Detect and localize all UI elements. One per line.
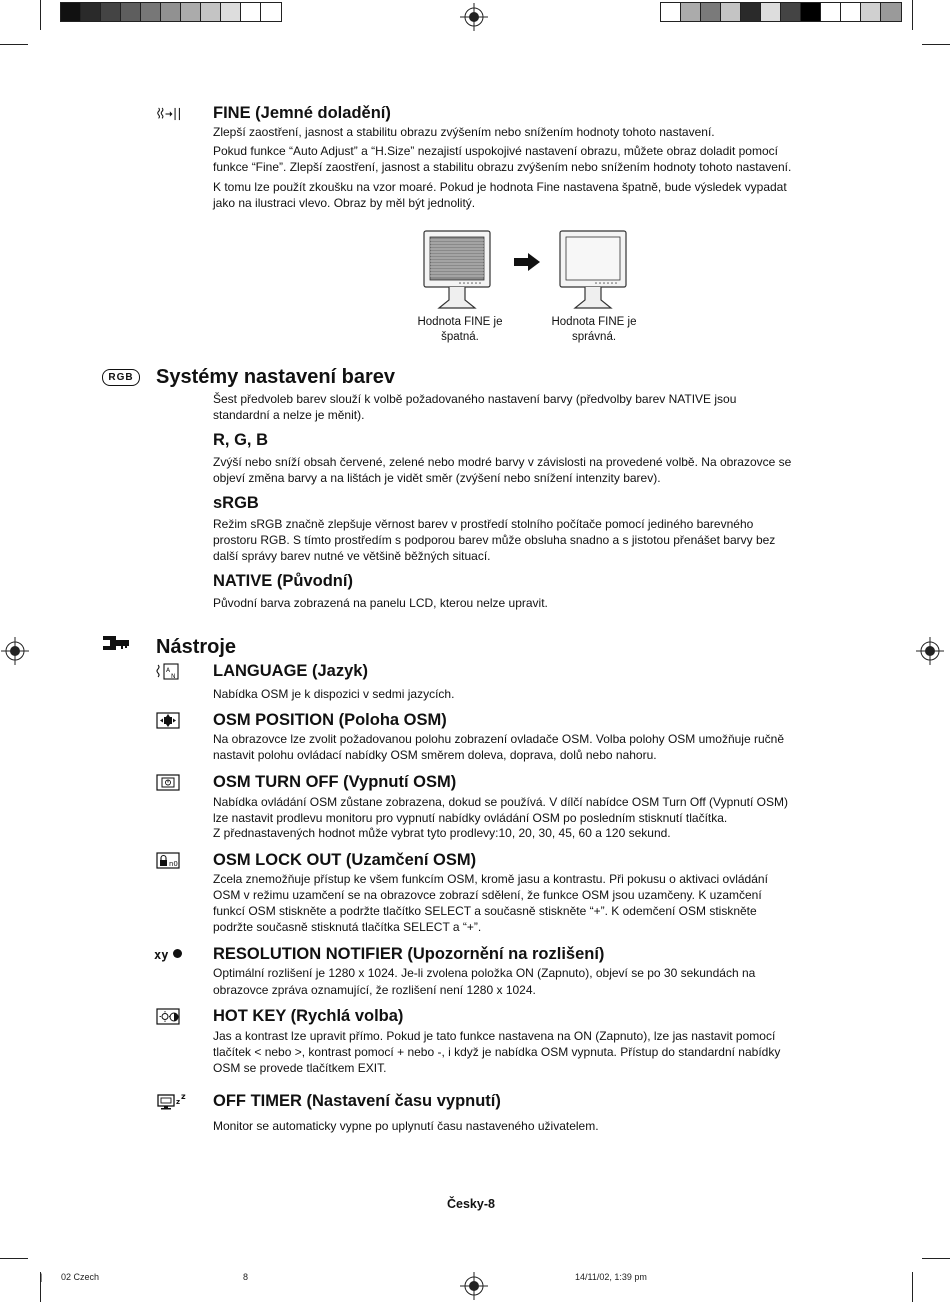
caption-fine-bad-line-2: špatná. [441, 331, 479, 343]
swatch-cell [161, 3, 181, 21]
grayscale-swatch-left [60, 2, 282, 22]
slug-divider: | [40, 1272, 43, 1282]
color-systems-intro-line-1: Šest předvoleb barev slouží k volbě požadovaného nastavení barvy (předvolby barev NATIVE jsou [213, 392, 737, 406]
off-timer-text-line-1: Monitor se automaticky vypne po uplynutí času nastaveného uživatelem. [213, 1119, 599, 1133]
resolution-notifier-icon [154, 946, 184, 964]
osm-turn-off-text-line-3: Z přednastavených hodnot může vybrat tyto prodlevy:10, 20, 30, 45, 60 a 120 sekund. [213, 826, 671, 840]
page-number-label: Česky-8 [447, 1197, 495, 1211]
tools-title: Nástroje [156, 636, 237, 658]
resolution-notifier-text-line-2: obrazovce zpráva oznamující, že rozlišení není 1280 x 1024. [213, 983, 536, 997]
resolution-notifier-text-line-1: Optimální rozlišení je 1280 x 1024. Je-li zvolena položka ON (Zapnuto), objeví se po 30 sekundách na [213, 966, 756, 980]
swatch-cell [701, 3, 721, 21]
swatch-cell [741, 3, 761, 21]
native-title: NATIVE (Původní) [213, 572, 353, 590]
osm-position-text-line-2: nastavit polohu ovládací nabídky OSM směrem doleva, doprava, dolů nebo nahoru. [213, 748, 657, 762]
swatch-cell [121, 3, 141, 21]
swatch-cell [101, 3, 121, 21]
srgb-text-line-2: prostoru RGB. S tímto prostředím s podporou barev může obsluha snadno a s jistotou přenášet barvy bez [213, 533, 776, 547]
registration-mark-right [916, 637, 944, 665]
language-title: LANGUAGE (Jazyk) [213, 662, 368, 680]
fine-para-2-line-1: Pokud funkce “Auto Adjust” a “H.Size” nezajistí uspokojivé nastavení obrazu, můžete obraz doladit pomocí [213, 144, 778, 158]
swatch-cell [141, 3, 161, 21]
svg-text:A: A [166, 667, 171, 674]
resolution-notifier-title: RESOLUTION NOTIFIER (Upozornění na rozlišení) [213, 945, 605, 963]
caption-fine-good [539, 315, 649, 345]
swatch-cell [681, 3, 701, 21]
osm-turn-off-text-line-2: lze nastavit prodlevu monitoru pro vypnutí nabídky ovládání OSM po posledním stisknutí tlačítka. [213, 811, 728, 825]
srgb-text-line-1: Režim sRGB značně zlepšuje věrnost barev v prostředí stolního počítače pomocí jediného barevného [213, 517, 754, 531]
caption-fine-good-line-1: Hodnota FINE je [551, 316, 637, 328]
swatch-cell [61, 3, 81, 21]
resolution-notifier-icon-text: xy [154, 948, 169, 962]
swatch-cell [801, 3, 821, 21]
swatch-cell [881, 3, 901, 21]
swatch-cell [661, 3, 681, 21]
rgb-icon: RGB [102, 369, 140, 386]
fine-title: FINE (Jemné doladění) [213, 104, 391, 122]
monitor-bad-illustration [422, 230, 494, 312]
swatch-cell [221, 3, 241, 21]
fine-para-1: Zlepší zaostření, jasnost a stabilitu obrazu zvýšením nebo snížením hodnoty tohoto nastavení. [213, 125, 715, 139]
registration-mark-top [460, 3, 488, 31]
svg-text:z: z [176, 1098, 181, 1106]
language-icon [156, 663, 182, 681]
registration-mark-bottom [460, 1272, 488, 1300]
hot-key-text-line-3: OSM se provede tlačítkem EXIT. [213, 1061, 387, 1075]
color-systems-title: Systémy nastavení barev [156, 366, 396, 388]
grayscale-swatch-right [660, 2, 902, 22]
wrench-icon [102, 633, 132, 653]
osm-lock-out-text-line-2: OSM v režimu uzamčení se na obrazovce zobrazí sdělení, že funkce OSM jsou uzamčeny. K uzamčení [213, 888, 762, 902]
osm-turn-off-title: OSM TURN OFF (Vypnutí OSM) [213, 773, 457, 791]
registration-mark-left [1, 637, 29, 665]
osm-position-text-line-1: Na obrazovce lze zvolit požadovanou polohu zobrazení ovladače OSM. Volba polohy OSM umožňuje ručně [213, 732, 785, 746]
lock-icon [156, 852, 182, 870]
caption-fine-bad [405, 315, 515, 345]
swatch-cell [81, 3, 101, 21]
srgb-title: sRGB [213, 494, 259, 512]
caption-fine-good-line-2: správná. [571, 331, 617, 343]
hot-key-text-line-1: Jas a kontrast lze upravit přímo. Pokud je tato funkce nastavena na ON (Zapnuto), lze jas nastavit pomocí [213, 1029, 776, 1043]
svg-text:N: N [171, 673, 176, 680]
osm-lock-out-title: OSM LOCK OUT (Uzamčení OSM) [213, 851, 477, 869]
crop-mark [922, 44, 950, 45]
hot-key-icon [156, 1008, 182, 1026]
crop-mark [912, 1272, 913, 1302]
rgb-title: R, G, B [213, 431, 269, 449]
swatch-cell [841, 3, 861, 21]
svg-text:n0: n0 [169, 860, 178, 868]
rgb-text-line-2: objeví změna barvy a na lištách je vidět směr (zvýšení nebo snížení intenzity barev). [213, 471, 661, 485]
swatch-cell [241, 3, 261, 21]
slug-file-name: 02 Czech [61, 1272, 100, 1282]
swatch-cell [261, 3, 281, 21]
slug-date: 14/11/02, 1:39 pm [575, 1272, 647, 1282]
swatch-cell [821, 3, 841, 21]
info-dot-icon [173, 949, 182, 958]
crop-mark [0, 1258, 28, 1259]
fine-adjust-icon [156, 105, 182, 123]
color-systems-intro-line-2: standardní a nelze je měnit). [213, 408, 365, 422]
off-timer-title: OFF TIMER (Nastavení času vypnutí) [213, 1092, 501, 1110]
srgb-text-line-3: další správy barev nutné ve většině běžných situací. [213, 549, 491, 563]
language-text-line-1: Nabídka OSM je k dispozici v sedmi jazycích. [213, 687, 455, 701]
osm-lock-out-text-line-1: Zcela znemožňuje přístup ke všem funkcím OSM, kromě jasu a kontrastu. Při pokusu o aktivaci ovládání [213, 872, 768, 886]
crop-mark [912, 0, 913, 30]
osm-lock-out-text-line-3: funkcí OSM stiskněte a podržte tlačítko SELECT a současně stiskněte “+”. K odemčení OSM stiskněte [213, 904, 757, 918]
osm-lock-out-text-line-4: podržte současně stisknutá tlačítka SELECT a “+”. [213, 920, 482, 934]
fine-para-2-line-2: funkce “Fine”. Zlepší zaostření, jasnost a stabilitu obrazu zvýšením nebo snížením hodnoty tohoto nastavení. [213, 160, 792, 174]
caption-fine-bad-line-1: Hodnota FINE je [417, 316, 503, 328]
slug-page: 8 [243, 1272, 249, 1282]
fine-para-3-line-1: K tomu lze použít zkoušku na vzor moaré. Pokud je hodnota Fine nastavena špatně, bude výsledek vypadat [213, 180, 787, 194]
off-timer-icon [156, 1092, 190, 1112]
monitor-good-illustration [558, 230, 630, 312]
crop-mark [0, 44, 28, 45]
rgb-text-line-1: Zvýší nebo sníží obsah červené, zelené nebo modré barvy v závislosti na provedené volbě. Na obrazovce se [213, 455, 792, 469]
swatch-cell [201, 3, 221, 21]
native-text-line-1: Původní barva zobrazená na panelu LCD, kterou nelze upravit. [213, 596, 548, 610]
svg-text:z: z [181, 1092, 186, 1101]
osm-position-title: OSM POSITION (Poloha OSM) [213, 711, 447, 729]
crop-mark [40, 0, 41, 30]
swatch-cell [781, 3, 801, 21]
swatch-cell [721, 3, 741, 21]
fine-para-3-line-2: jako na ilustraci vlevo. Obraz by měl být jednolitý. [213, 196, 476, 210]
osm-turn-off-icon [156, 774, 182, 792]
hot-key-text-line-2: tlačítek < nebo >, kontrast pomocí + nebo -, i když je nabídka OSM vypnuta. Přístup do standardní nabídky [213, 1045, 781, 1059]
osm-turn-off-text-line-1: Nabídka ovládání OSM zůstane zobrazena, dokud se používá. V dílčí nabídce OSM Turn Off (Vypnutí OSM) [213, 795, 788, 809]
crop-mark [922, 1258, 950, 1259]
swatch-cell [761, 3, 781, 21]
arrow-right-icon [512, 252, 542, 272]
osm-position-icon [156, 712, 182, 730]
swatch-cell [181, 3, 201, 21]
hot-key-title: HOT KEY (Rychlá volba) [213, 1007, 404, 1025]
swatch-cell [861, 3, 881, 21]
